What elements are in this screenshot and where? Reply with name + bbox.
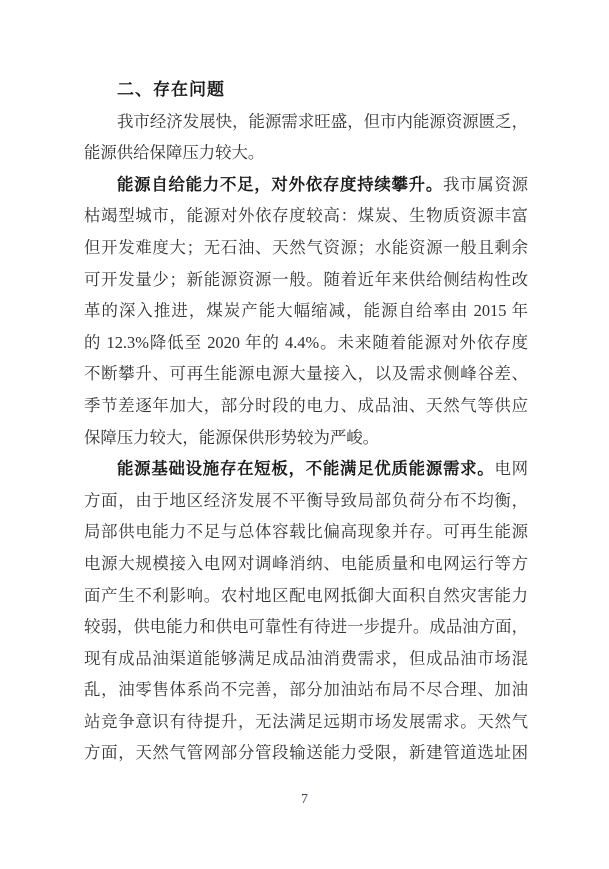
text-line bbox=[84, 453, 528, 485]
line-text: 不断攀升、可再生能源电源大量接入，以及需求侧峰谷差、 bbox=[84, 364, 528, 384]
line-text: 季节差逐年加大，部分时段的电力、成品油、天然气等供应 bbox=[84, 395, 528, 415]
line-text: 方面，天然气管网部分管段输送能力受限，新建管道选址困 bbox=[84, 743, 528, 763]
text-line bbox=[84, 264, 528, 296]
text-line bbox=[84, 232, 528, 264]
text-line bbox=[84, 390, 528, 422]
line-text: 现有成品油渠道能够满足成品油消费需求，但成品油市场混 bbox=[84, 648, 528, 668]
line-text: 的 12.3%降低至 2020 年的 4.4%。未来随着能源对外依存度 bbox=[84, 332, 528, 352]
text-line bbox=[84, 485, 528, 517]
line-text: 电网 bbox=[494, 459, 529, 479]
text-line bbox=[84, 737, 528, 769]
text-line bbox=[84, 137, 528, 169]
page-number: 7 bbox=[301, 792, 308, 807]
text-line bbox=[84, 200, 528, 232]
line-text: 我市属资源 bbox=[442, 174, 529, 194]
text-line bbox=[84, 548, 528, 580]
text-line bbox=[84, 358, 528, 390]
line-text: 乱，油零售体系尚不完善，部分加油站布局不尽合理、加油 bbox=[84, 680, 528, 700]
text-line bbox=[84, 106, 528, 138]
line-text: 保障压力较大，能源保供形势较为严峻。 bbox=[84, 427, 380, 447]
line-text: 我市经济发展快，能源需求旺盛，但市内能源资源匮乏， bbox=[117, 111, 528, 131]
line-text: 方面，由于地区经济发展不平衡导致局部负荷分布不均衡， bbox=[84, 490, 528, 510]
text-line bbox=[84, 643, 528, 675]
text-line bbox=[84, 327, 528, 359]
text-block bbox=[84, 74, 528, 769]
bold-lead: 能源基础设施存在短板，不能满足优质能源需求。 bbox=[117, 459, 495, 479]
line-text: 可开发量少；新能源资源一般。随着近年来供给侧结构性改 bbox=[84, 269, 528, 289]
line-text: 但开发难度大；无石油、天然气资源；水能资源一般且剩余 bbox=[84, 237, 528, 257]
line-text: 较弱，供电能力和供电可靠性有待进一步提升。成品油方面， bbox=[84, 617, 528, 637]
bold-lead: 能源自给能力不足，对外依存度持续攀升。 bbox=[117, 174, 443, 194]
text-line bbox=[84, 422, 528, 454]
text-line bbox=[84, 674, 528, 706]
line-text: 革的深入推进，煤炭产能大幅缩减，能源自给率由 2015 年 bbox=[84, 301, 528, 321]
line-text: 能源供给保障压力较大。 bbox=[84, 143, 265, 163]
line-text: 电源大规模接入电网对调峰消纳、电能质量和电网运行等方 bbox=[84, 553, 528, 573]
text-line bbox=[84, 169, 528, 201]
text-line bbox=[84, 295, 528, 327]
line-text: 枯竭型城市，能源对外依存度较高：煤炭、生物质资源丰富 bbox=[84, 206, 528, 226]
line-text: 站竞争意识有待提升，无法满足远期市场发展需求。天然气 bbox=[84, 711, 528, 731]
text-line bbox=[84, 706, 528, 738]
line-text: 面产生不利影响。农村地区配电网抵御大面积自然灾害能力 bbox=[84, 585, 528, 605]
section-heading: 二、存在问题 bbox=[117, 80, 225, 99]
text-line bbox=[84, 580, 528, 612]
text-line bbox=[84, 516, 528, 548]
text-line bbox=[84, 611, 528, 643]
line-text: 局部供电能力不足与总体容载比偏高现象并存。可再生能源 bbox=[84, 522, 528, 542]
